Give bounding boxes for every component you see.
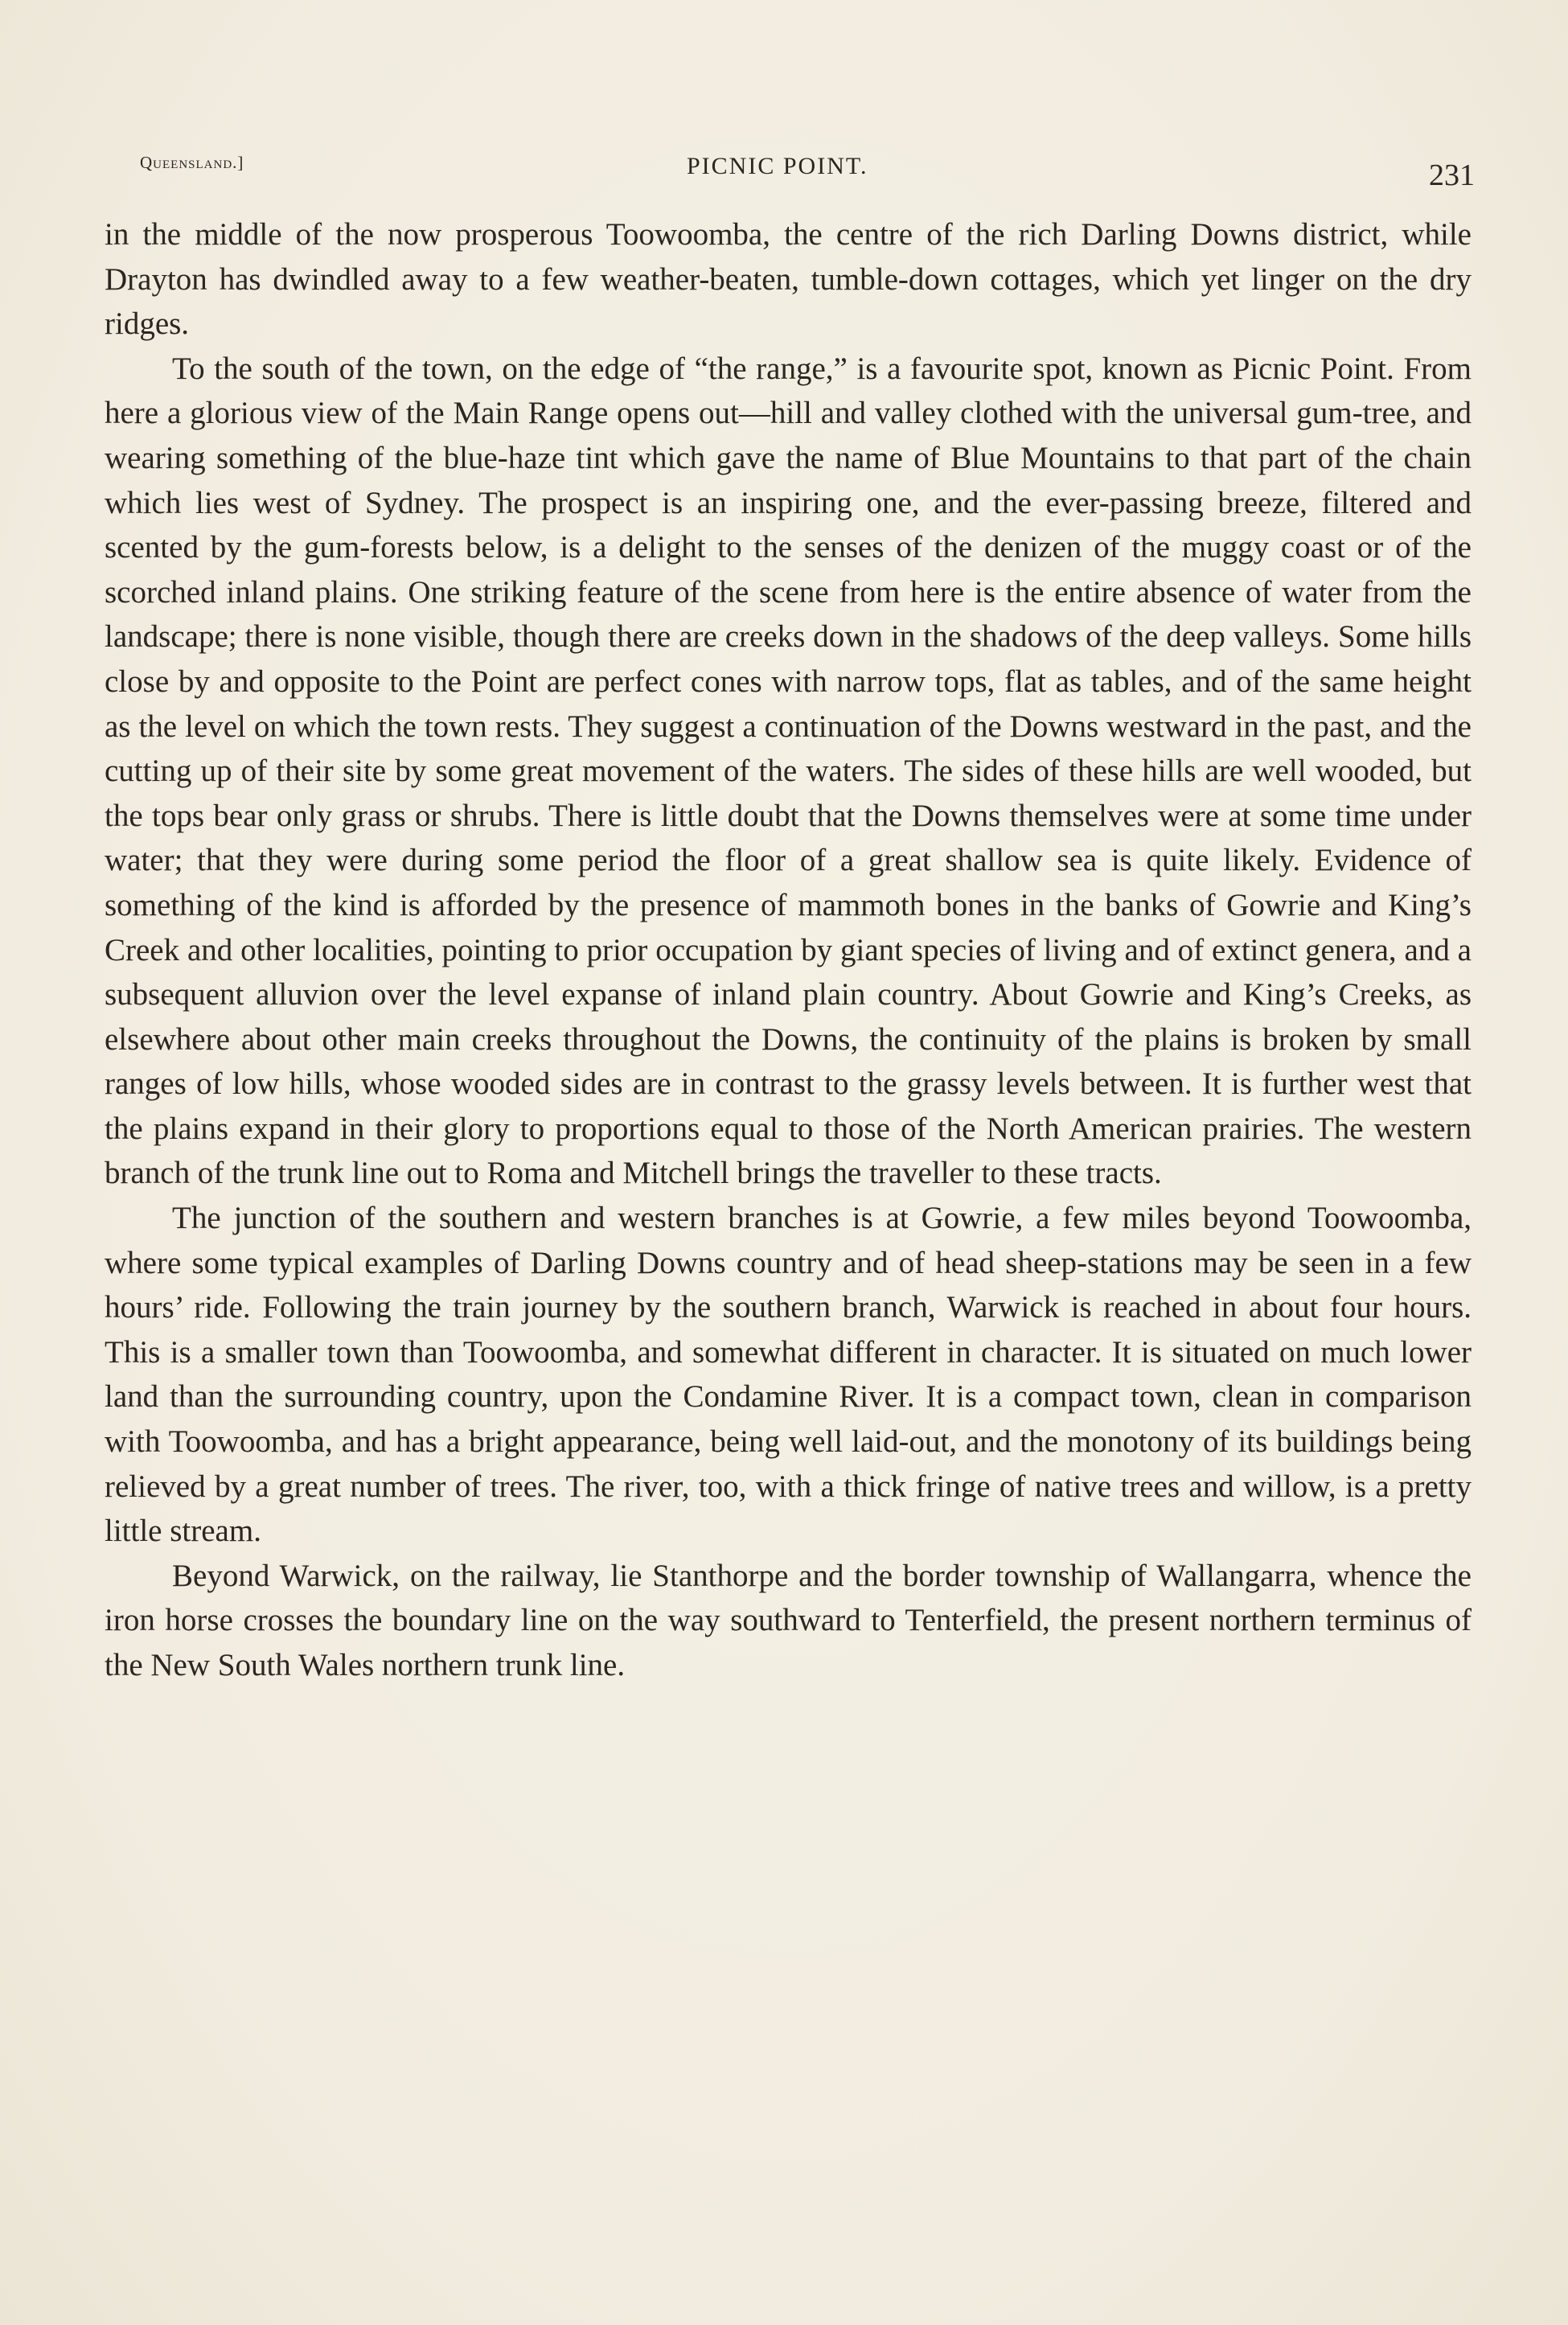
running-head-title: PICNIC POINT. [687, 153, 868, 179]
page-number: 231 [1429, 158, 1475, 192]
paragraph-gowrie-junction: The junction of the southern and western branches is at Gowrie, a few miles beyond Toowoomba, where some typical examples of Darling Downs country and of head sheep-stations may be seen in a few hours’ ride. Following the train journey by the southern branch, Warwick is reached in about four hours. This is a smaller town than Toowoomba, and somewhat different in character. It is situated on much lower land than the surrounding country, upon the Condamine River. It is a compact town, clean in comparison with Toowoomba, and has a bright appearance, being well laid-out, and the monotony of its buildings being relieved by a great number of trees. The river, too, with a thick fringe of native trees and willow, is a pretty little stream. [105, 1201, 1472, 1549]
running-head [140, 143, 1475, 199]
running-head-region: Queensland.] [140, 153, 244, 172]
paragraph-beyond-warwick: Beyond Warwick, on the railway, lie Stanthorpe and the border township of Wallangarra, whence the iron horse crosses the boundary line on the way southward to Tenterfield, the present northern terminus of the New South Wales northern trunk line. [105, 1558, 1472, 1682]
body-text [105, 212, 1472, 1688]
paragraph-continuation: in the middle of the now prosperous Toowoomba, the centre of the rich Darling Downs district, while Drayton has dwindled away to a few weather-beaten, tumble-down cottages, which yet linger on the dry ridges. [105, 217, 1472, 342]
paragraph-picnic-point: To the south of the town, on the edge of “the range,” is a favourite spot, known as Picnic Point. From here a glorious view of the Main Range opens out—hill and valley clothed with the universal gum-tree, and wearing something of the blue-haze tint which gave the name of Blue Mountains to that part of the chain which lies west of Sydney. The prospect is an inspiring one, and the ever-passing breeze, filtered and scented by the gum-forests below, is a delight to the senses of the denizen of the muggy coast or of the scorched inland plains. One striking feature of the scene from here is the entire absence of water from the landscape; there is none visible, though there are creeks down in the shadows of the deep valleys. Some hills close by and opposite to the Point are perfect cones with narrow tops, flat as tables, and of the same height as the level on which the town rests. They suggest a continuation of the Downs westward in the past, and the cutting up of their site by some great movement of the waters. The sides of these hills are well wooded, but the tops bear only grass or shrubs. There is little doubt that the Downs themselves were at some time under water; that they were during some period the floor of a great shallow sea is quite likely. Evidence of something of the kind is afforded by the presence of mammoth bones in the banks of Gowrie and King’s Creek and other localities, pointing to prior occupation by giant species of living and of extinct genera, and a subsequent alluvion over the level expanse of inland plain country. About Gowrie and King’s Creeks, as elsewhere about other main creeks throughout the Downs, the continuity of the plains is broken by small ranges of low hills, whose wooded sides are in contrast to the grassy levels between. It is further west that the plains expand in their glory to proportions equal to those of the North American prairies. The western branch of the trunk line out to Roma and Mitchell brings the traveller to these tracts. [105, 351, 1472, 1191]
